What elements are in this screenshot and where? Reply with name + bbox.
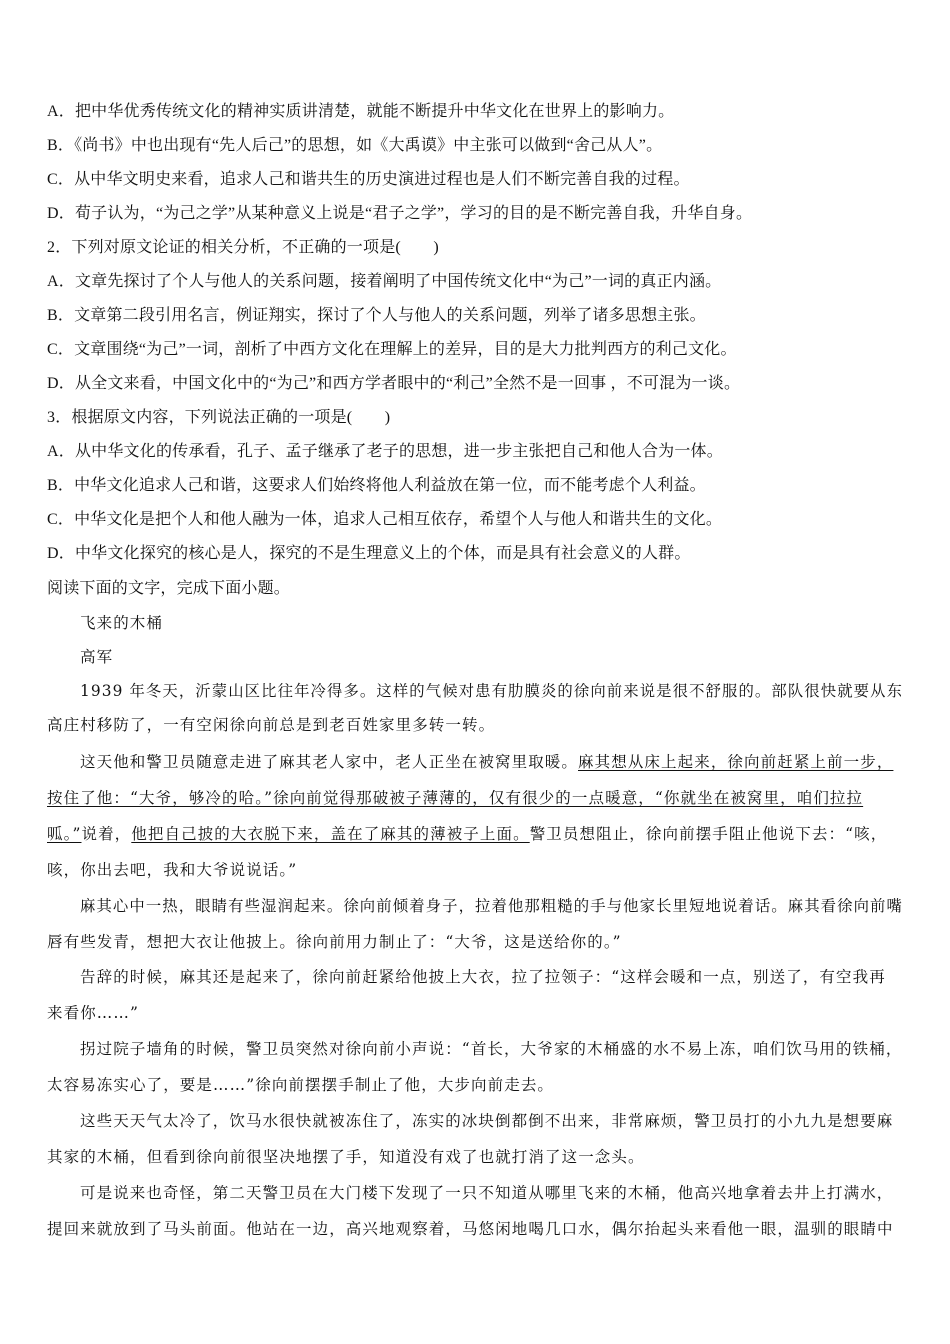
p2-underlined-text: 呱。” [47,825,82,843]
story-p6-line1: 这些天天气太冷了，饮马水很快就被冻住了，冻实的冰块倒都倒不出来，非常麻烦，警卫员打的小九九是想要麻 [80,1112,894,1130]
q1-option-a: A．把中华优秀传统文化的精神实质讲清楚，就能不断提升中华文化在世界上的影响力。 [47,103,675,120]
p2-plain-text: 这天他和警卫员随意走进了麻其老人家中，老人正坐在被窝里取暖。 [80,753,579,771]
q2-option-c: C．文章围绕“为己”一词，剖析了中西方文化在理解上的差异，目的是大力批判西方的利己文化。 [47,341,737,358]
story-p7-line2: 提回来就放到了马头前面。他站在一边，高兴地观察着，马悠闲地喝几口水，偶尔抬起头来看他一眼，温驯的眼睛中 [47,1220,894,1238]
p2-underlined-text: 他把自己披的大衣脱下来，盖在了麻其的薄被子上面。 [131,825,530,843]
q2-option-d: D．从全文来看，中国文化中的“为己”和西方学者眼中的“利己”全然不是一回事 ，不可混为一谈。 [47,375,741,392]
q3-stem: 3．根据原文内容，下列说法正确的一项是( ) [47,409,391,426]
story-p2-line1 [80,751,907,773]
q1-option-d: D．荀子认为，“为己之学”从某种意义上说是“君子之学”，学习的目的是不断完善自我，升华自身。 [47,205,753,222]
p2-plain-text: 警卫员想阻止，徐向前摆手阻止他说下去：“咳， [529,825,888,843]
story-p1-line1: 1939 年冬天，沂蒙山区比往年冷得多。这样的气候对患有肋膜炎的徐向前来说是很不舒服的。部队很快就要从东 [80,682,904,700]
q3-option-a: A．从中华文化的传承看，孔子、孟子继承了老子的思想，进一步主张把自己和他人合为一体。 [47,443,723,460]
story-p4-line1: 告辞的时候，麻其还是起来了，徐向前赶紧给他披上大衣，拉了拉领子：“这样会暖和一点，别送了，有空我再 [80,968,886,986]
q2-option-a: A．文章先探讨了个人与他人的关系问题，接着阐明了中国传统文化中“为己”一词的真正内涵。 [47,273,722,290]
story-p3-line1: 麻其心中一热，眼睛有些湿润起来。徐向前倾着身子，拉着他那粗糙的手与他家长里短地说着话。麻其看徐向前嘴 [80,897,903,915]
story-p2-line2: 按住了他：“大爷，够冷的哈。”徐向前觉得那破被子薄薄的，仅有很少的一点暖意，“你就坐在被窝里，咱们拉拉 [47,789,864,807]
story-p1-line2: 高庄村移防了，一有空闲徐向前总是到老百姓家里多转一转。 [47,716,496,734]
q3-option-b: B．中华文化追求人己和谐，这要求人们始终将他人利益放在第一位，而不能考虑个人利益。 [47,477,706,494]
story-p7-line1: 可是说来也奇怪，第二天警卫员在大门楼下发现了一只不知道从哪里飞来的木桶，他高兴地拿着去井上打满水， [80,1184,894,1202]
q2-option-b: B．文章第二段引用名言，例证翔实，探讨了个人与他人的关系问题，列举了诸多思想主张。 [47,307,706,324]
story-p4-line2: 来看你……” [47,1004,140,1022]
q1-option-c: C．从中华文明史来看，追求人己和谐共生的历史演进过程也是人们不断完善自我的过程。 [47,171,690,188]
q2-stem: 2．下列对原文论证的相关分析，不正确的一项是( ) [47,239,439,256]
story-p2-line3 [47,823,907,845]
story-author: 高军 [80,648,114,666]
story-p6-line2: 其家的木桶，但看到徐向前很坚决地摆了手，知道没有戏了也就打消了这一念头。 [47,1148,645,1166]
story-title: 飞来的木桶 [80,614,164,632]
q1-option-b: B．《尚书》中也出现有“先人后己”的思想，如《大禹谟》中主张可以做到“舍己从人”。 [47,137,663,154]
story-p3-line2: 唇有些发青，想把大衣让他披上。徐向前用力制止了：“大爷，这是送给你的。” [47,933,622,951]
q3-option-d: D．中华文化探究的核心是人，探究的不是生理意义上的个体，而是具有社会意义的人群。 [47,545,691,562]
story-p5-line2: 太容易冻实心了，要是……”徐向前摆摆手制止了他，大步向前走去。 [47,1076,555,1094]
p2-underlined-text: 麻其想从床上起来，徐向前赶紧上前一步， [578,753,894,771]
story-p2-line4: 咳，你出去吧，我和大爷说说话。” [47,861,298,879]
reading-instruction: 阅读下面的文字，完成下面小题。 [47,580,291,597]
p2-plain-text: 说着， [81,825,132,843]
q3-option-c: C．中华文化是把个人和他人融为一体，追求人己相互依存，希望个人与他人和谐共生的文化。 [47,511,723,528]
story-p5-line1: 拐过院子墙角的时候，警卫员突然对徐向前小声说：“首长，大爷家的木桶盛的水不易上冻，咱们饮马用的铁桶， [80,1040,903,1058]
